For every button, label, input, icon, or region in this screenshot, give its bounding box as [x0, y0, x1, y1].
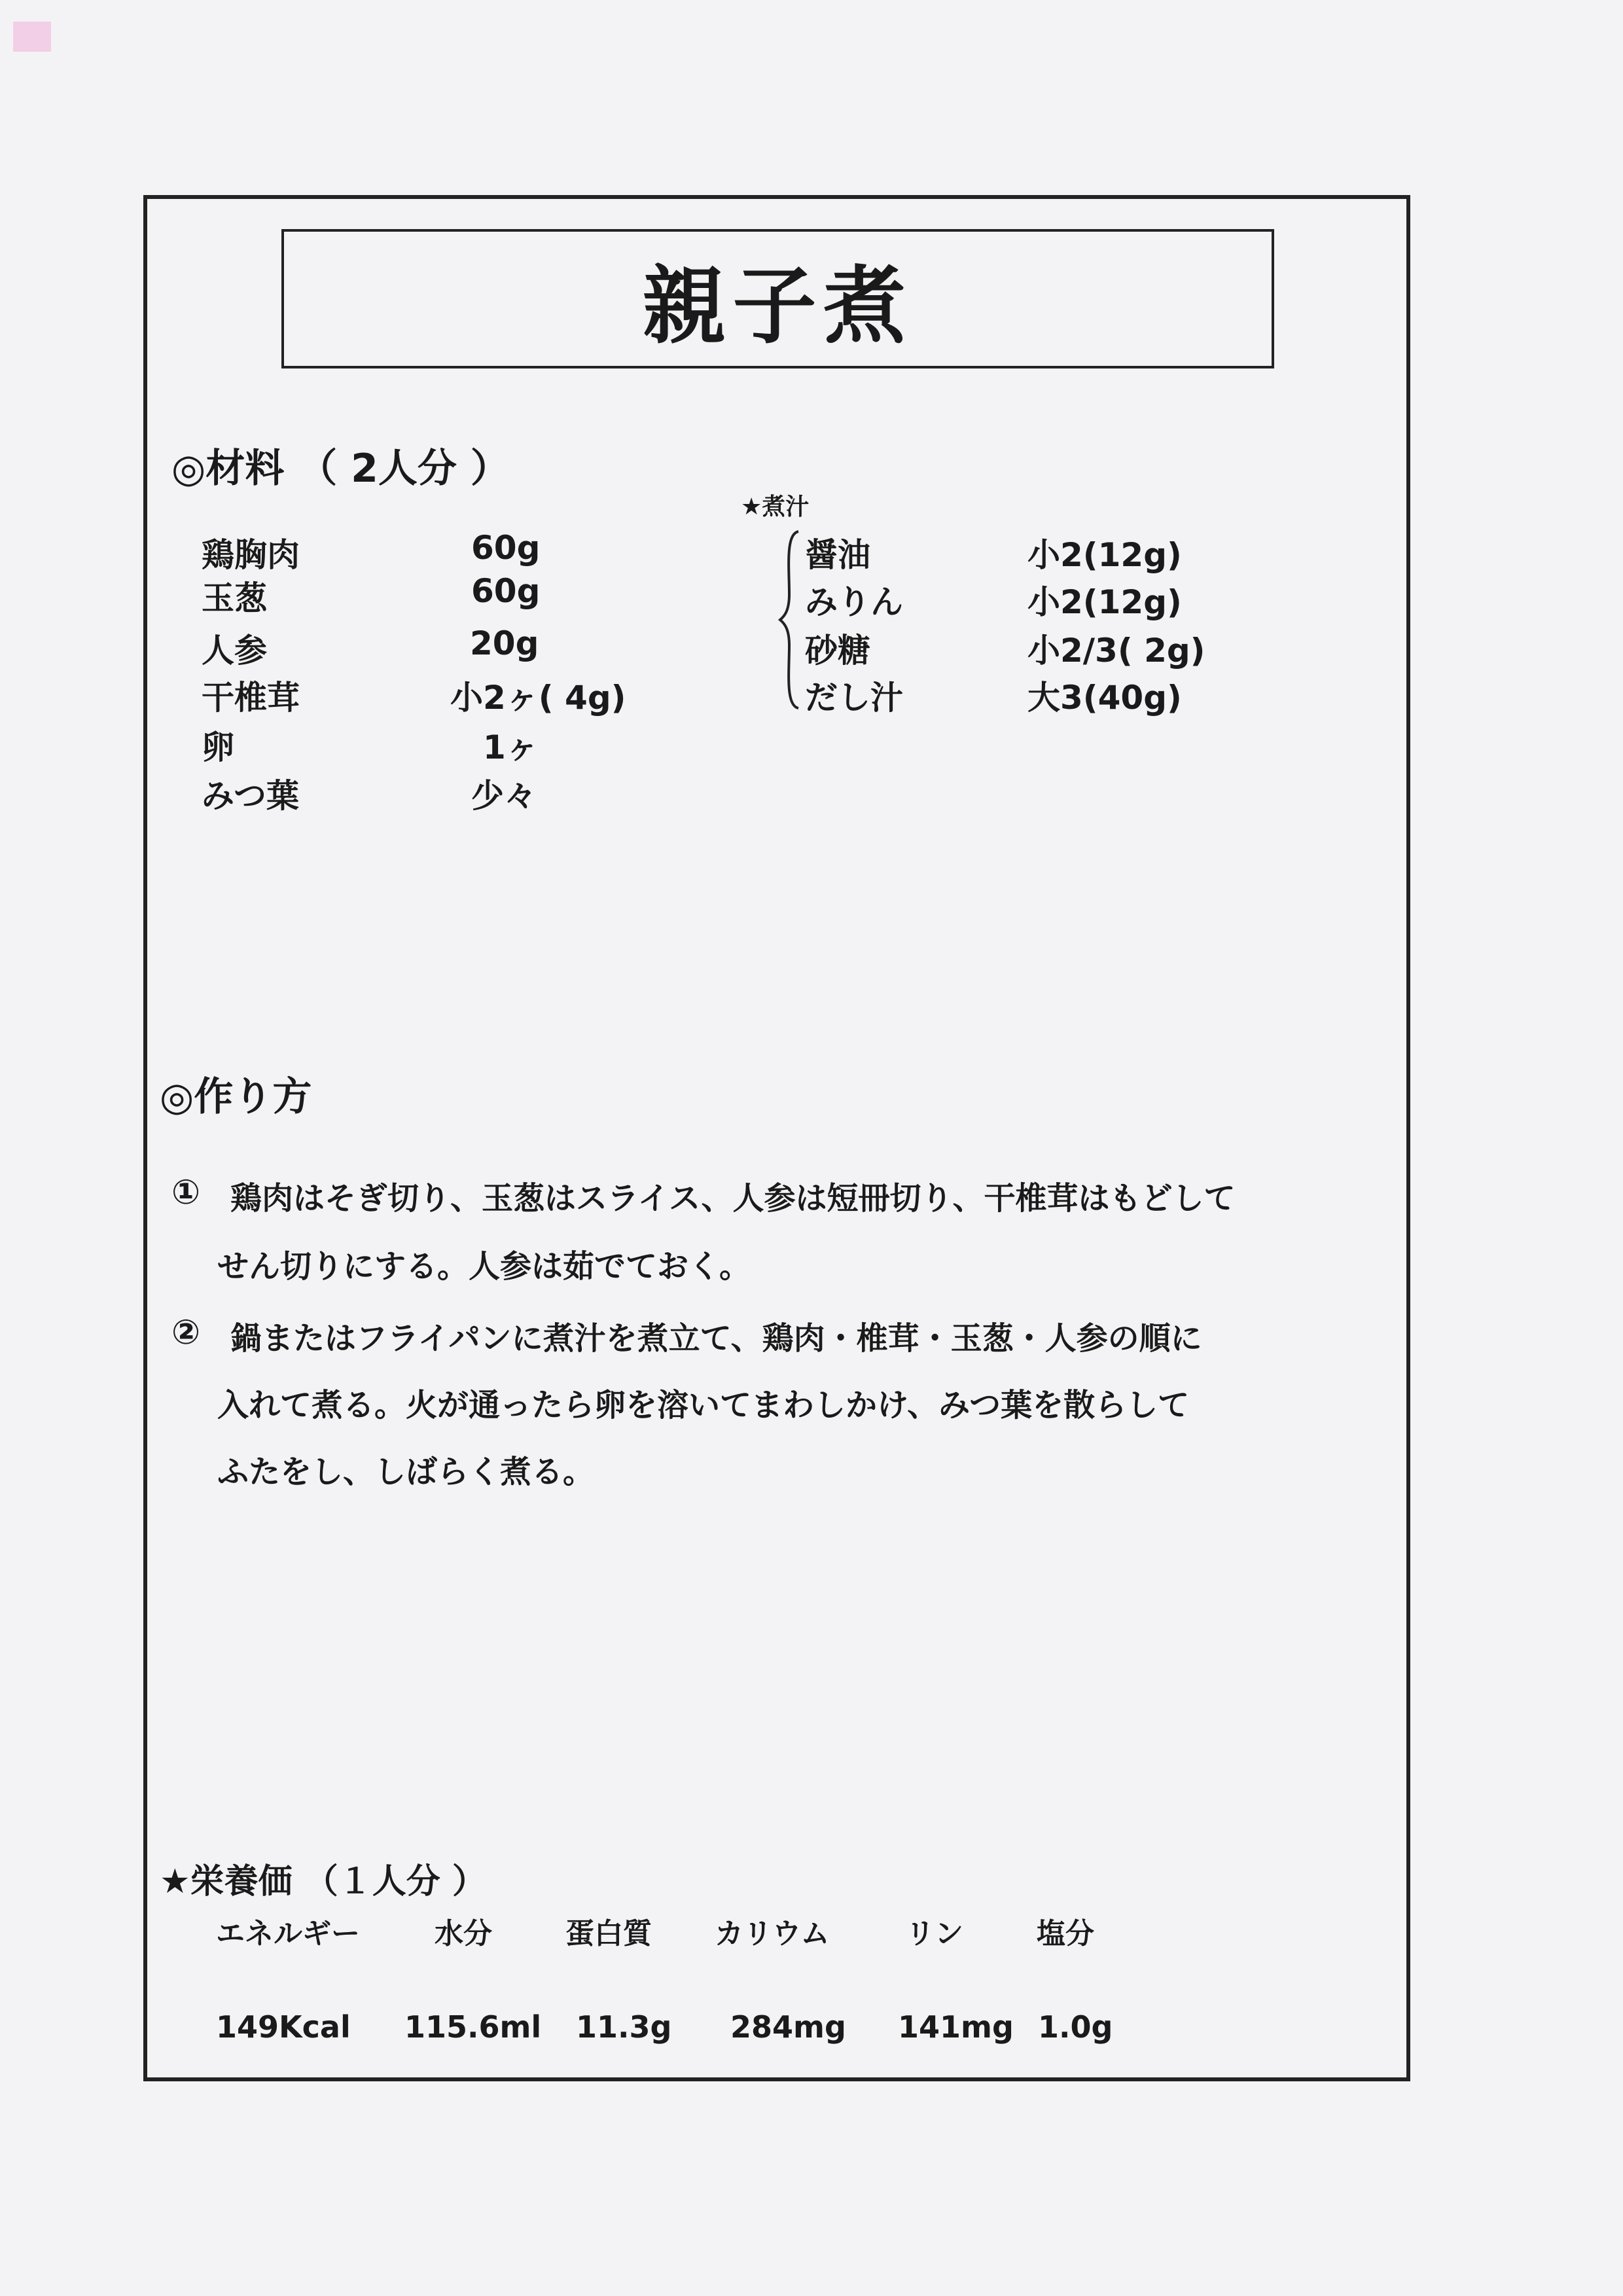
- nutrition-value: 1.0g: [1038, 2009, 1113, 2045]
- ingredient-name: みつ葉: [202, 777, 299, 815]
- sauce-item-amount: 小2(12g): [1027, 583, 1182, 621]
- nutrition-header: カリウム: [715, 1917, 830, 1950]
- nutrition-header: 塩分: [1037, 1917, 1094, 1950]
- nutrition-value: 141mg: [898, 2009, 1014, 2045]
- step-number: ②: [171, 1313, 201, 1352]
- sauce-item-name: 砂糖: [805, 632, 870, 670]
- ingredient-amount: 60g: [471, 529, 541, 567]
- nutrition-header: エネルギー: [216, 1917, 360, 1950]
- step-line: 入れて煮る。火が通ったら卵を溶いてまわしかけ、みつ葉を散らして: [217, 1387, 1190, 1424]
- recipe-title: 親子煮: [642, 257, 914, 355]
- step-line: せん切りにする。人参は茹でておく。: [217, 1248, 751, 1285]
- step-line: ふたをし、しばらく煮る。: [217, 1454, 595, 1490]
- ingredient-amount: 20g: [470, 624, 539, 662]
- nutrition-header: リン: [906, 1917, 963, 1950]
- sauce-item-name: 醤油: [805, 536, 870, 574]
- sauce-item-name: だし汁: [805, 679, 903, 717]
- ingredient-name: 玉葱: [202, 579, 267, 617]
- ingredient-amount: 1ヶ: [483, 728, 539, 766]
- sauce-item-amount: 小2/3( 2g): [1027, 632, 1205, 670]
- nutrition-heading: ★栄養価 （１人分 ）: [160, 1862, 486, 1901]
- method-heading: ◎作り方: [160, 1074, 312, 1120]
- ingredient-amount: 60g: [471, 572, 541, 610]
- nutrition-header: 水分: [435, 1917, 492, 1950]
- ingredient-name: 干椎茸: [202, 679, 300, 717]
- ingredient-name: 卵: [202, 728, 234, 766]
- curly-brace-icon: [777, 529, 804, 711]
- title-box: [281, 229, 1274, 368]
- nutrition-value: 115.6ml: [404, 2009, 542, 2045]
- ingredient-name: 鶏胸肉: [202, 536, 300, 574]
- ingredients-heading: ◎材料 （ 2人分 ）: [171, 446, 510, 492]
- ingredient-name: 人参: [202, 632, 267, 670]
- ingredient-amount: 小2ヶ( 4g): [450, 679, 626, 717]
- step-line: 鶏肉はそぎ切り、玉葱はスライス、人参は短冊切り、干椎茸はもどして: [230, 1180, 1236, 1217]
- nutrition-value: 11.3g: [576, 2009, 672, 2045]
- pink-corner-mark: [13, 22, 51, 52]
- sauce-item-name: みりん: [805, 583, 903, 621]
- step-2: [171, 1313, 1202, 1358]
- sauce-label: ★煮汁: [741, 493, 810, 520]
- nutrition-value: 149Kcal: [216, 2009, 351, 2045]
- sauce-item-amount: 小2(12g): [1027, 536, 1182, 574]
- ingredient-amount: 少々: [471, 777, 537, 815]
- nutrition-header: 蛋白質: [565, 1917, 652, 1950]
- step-number: ①: [171, 1173, 201, 1212]
- nutrition-value: 284mg: [730, 2009, 846, 2045]
- step-1: [171, 1173, 1236, 1218]
- sauce-item-amount: 大3(40g): [1027, 679, 1182, 717]
- step-line: 鍋またはフライパンに煮汁を煮立て、鶏肉・椎茸・玉葱・人参の順に: [230, 1320, 1202, 1357]
